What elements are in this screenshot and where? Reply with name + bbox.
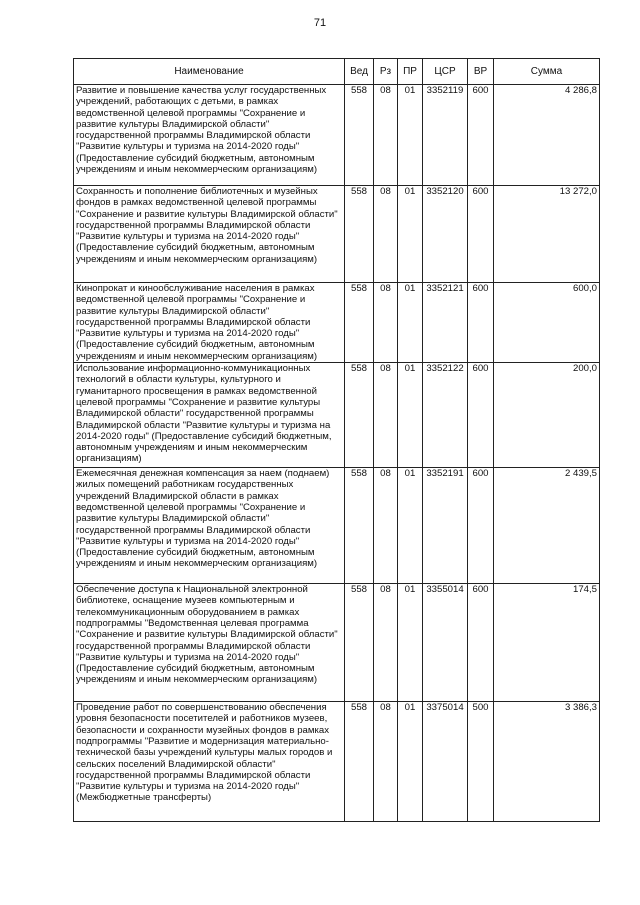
row-vr: 600 — [468, 584, 494, 702]
row-csr: 3375014 — [423, 702, 468, 822]
row-rz: 08 — [374, 363, 398, 468]
row-vr: 600 — [468, 85, 494, 186]
row-sum: 3 386,3 — [494, 702, 600, 822]
row-sum: 174,5 — [494, 584, 600, 702]
row-ved: 558 — [345, 468, 374, 584]
row-pr: 01 — [398, 186, 423, 283]
table-row — [74, 186, 600, 283]
row-rz: 08 — [374, 584, 398, 702]
row-pr: 01 — [398, 85, 423, 186]
row-vr: 600 — [468, 468, 494, 584]
row-vr: 500 — [468, 702, 494, 822]
row-ved: 558 — [345, 584, 374, 702]
row-rz: 08 — [374, 186, 398, 283]
row-ved: 558 — [345, 363, 374, 468]
row-pr: 01 — [398, 283, 423, 363]
row-sum: 2 439,5 — [494, 468, 600, 584]
row-vr: 600 — [468, 283, 494, 363]
row-sum: 4 286,8 — [494, 85, 600, 186]
row-vr: 600 — [468, 363, 494, 468]
table-row — [74, 85, 600, 186]
row-rz: 08 — [374, 468, 398, 584]
row-csr: 3352119 — [423, 85, 468, 186]
row-vr: 600 — [468, 186, 494, 283]
row-name: Обеспечение доступа к Национальной электронной библиотеке, оснащение музеев компьютерным и телекоммуникационным оборудованием в рамках подпрограммы "Ведомственная целевая программа "Сохранение и развитие культуры Владимирской области" государственной программы Владимирской области "Развитие культуры и туризма на 2014-2020 годы" (Предоставление субсидий бюджетным, автономным учреждениям и иным некоммерческим организациям) — [74, 584, 345, 702]
row-pr: 01 — [398, 468, 423, 584]
row-ved: 558 — [345, 186, 374, 283]
row-name: Проведение работ по совершенствованию обеспечения уровня безопасности посетителей и работников музеев, безопасности и сохранности музейных фондов в рамках подпрограммы "Развитие и модернизация материально-технической базы учреждений культуры малых городов и сельских поселений Владимирской области" государственной программы Владимирской области "Развитие культуры и туризма на 2014-2020 годы" (Межбюджетные трансферты) — [74, 702, 345, 822]
row-rz: 08 — [374, 283, 398, 363]
row-name: Развитие и повышение качества услуг государственных учреждений, работающих с детьми, в рамках ведомственной целевой программы "Сохранение и развитие культуры Владимирской области" государственной программы Владимирской области "Развитие культуры и туризма на 2014-2020 годы" (Предоставление субсидий бюджетным, автономным учреждениям и иным некоммерческим организациям) — [74, 85, 345, 186]
row-name: Кинопрокат и кинообслуживание населения в рамках ведомственной целевой программы "Сохранение и развитие культуры Владимирской области" государственной программы Владимирской области "Развитие культуры и туризма на 2014-2020 годы" (Предоставление субсидий бюджетным, автономным учреждениям и иным некоммерческим организациям) — [74, 283, 345, 363]
row-sum: 600,0 — [494, 283, 600, 363]
header-pr: ПР — [398, 59, 423, 85]
row-ved: 558 — [345, 283, 374, 363]
table-row — [74, 702, 600, 822]
row-rz: 08 — [374, 85, 398, 186]
row-csr: 3352191 — [423, 468, 468, 584]
header-name: Наименование — [74, 59, 345, 85]
header-rz: Рз — [374, 59, 398, 85]
row-name: Сохранность и пополнение библиотечных и музейных фондов в рамках ведомственной целевой программы "Сохранение и развитие культуры Владимирской области" государственной программы Владимирской области "Развитие культуры и туризма на 2014-2020 годы" (Предоставление субсидий бюджетным, автономным учреждениям и иным некоммерческим организациям) — [74, 186, 345, 283]
page-number: 71 — [313, 17, 327, 29]
header-sum: Сумма — [494, 59, 600, 85]
row-csr: 3352120 — [423, 186, 468, 283]
table-header-row — [74, 59, 600, 85]
table-row — [74, 363, 600, 468]
row-csr: 3352121 — [423, 283, 468, 363]
row-ved: 558 — [345, 702, 374, 822]
row-name: Использование информационно-коммуникационных технологий в области культуры, культурного и гуманитарного просвещения в рамках ведомственной целевой программы "Сохранение и развитие культуры Владимирской области" государственной программы Владимирской области "Развитие культуры и туризма на 2014-2020 годы" (Предоставление субсидий бюджетным, автономным учреждениям и иным некоммерческим организациям) — [74, 363, 345, 468]
row-csr: 3352122 — [423, 363, 468, 468]
header-vr: ВР — [468, 59, 494, 85]
row-sum: 200,0 — [494, 363, 600, 468]
header-csr: ЦСР — [423, 59, 468, 85]
row-csr: 3355014 — [423, 584, 468, 702]
row-ved: 558 — [345, 85, 374, 186]
budget-table — [73, 58, 600, 822]
table-row — [74, 468, 600, 584]
header-ved: Вед — [345, 59, 374, 85]
row-sum: 13 272,0 — [494, 186, 600, 283]
row-pr: 01 — [398, 363, 423, 468]
row-pr: 01 — [398, 702, 423, 822]
table-row — [74, 584, 600, 702]
table-row — [74, 283, 600, 363]
row-name: Ежемесячная денежная компенсация за наем (поднаем) жилых помещений работникам государственных учреждений Владимирской области в рамках ведомственной целевой программы "Сохранение и развитие культуры Владимирской области" государственной программы Владимирской области "Развитие культуры и туризма на 2014-2020 годы" (Предоставление субсидий бюджетным, автономным учреждениям и иным некоммерческим организациям) — [74, 468, 345, 584]
row-rz: 08 — [374, 702, 398, 822]
row-pr: 01 — [398, 584, 423, 702]
